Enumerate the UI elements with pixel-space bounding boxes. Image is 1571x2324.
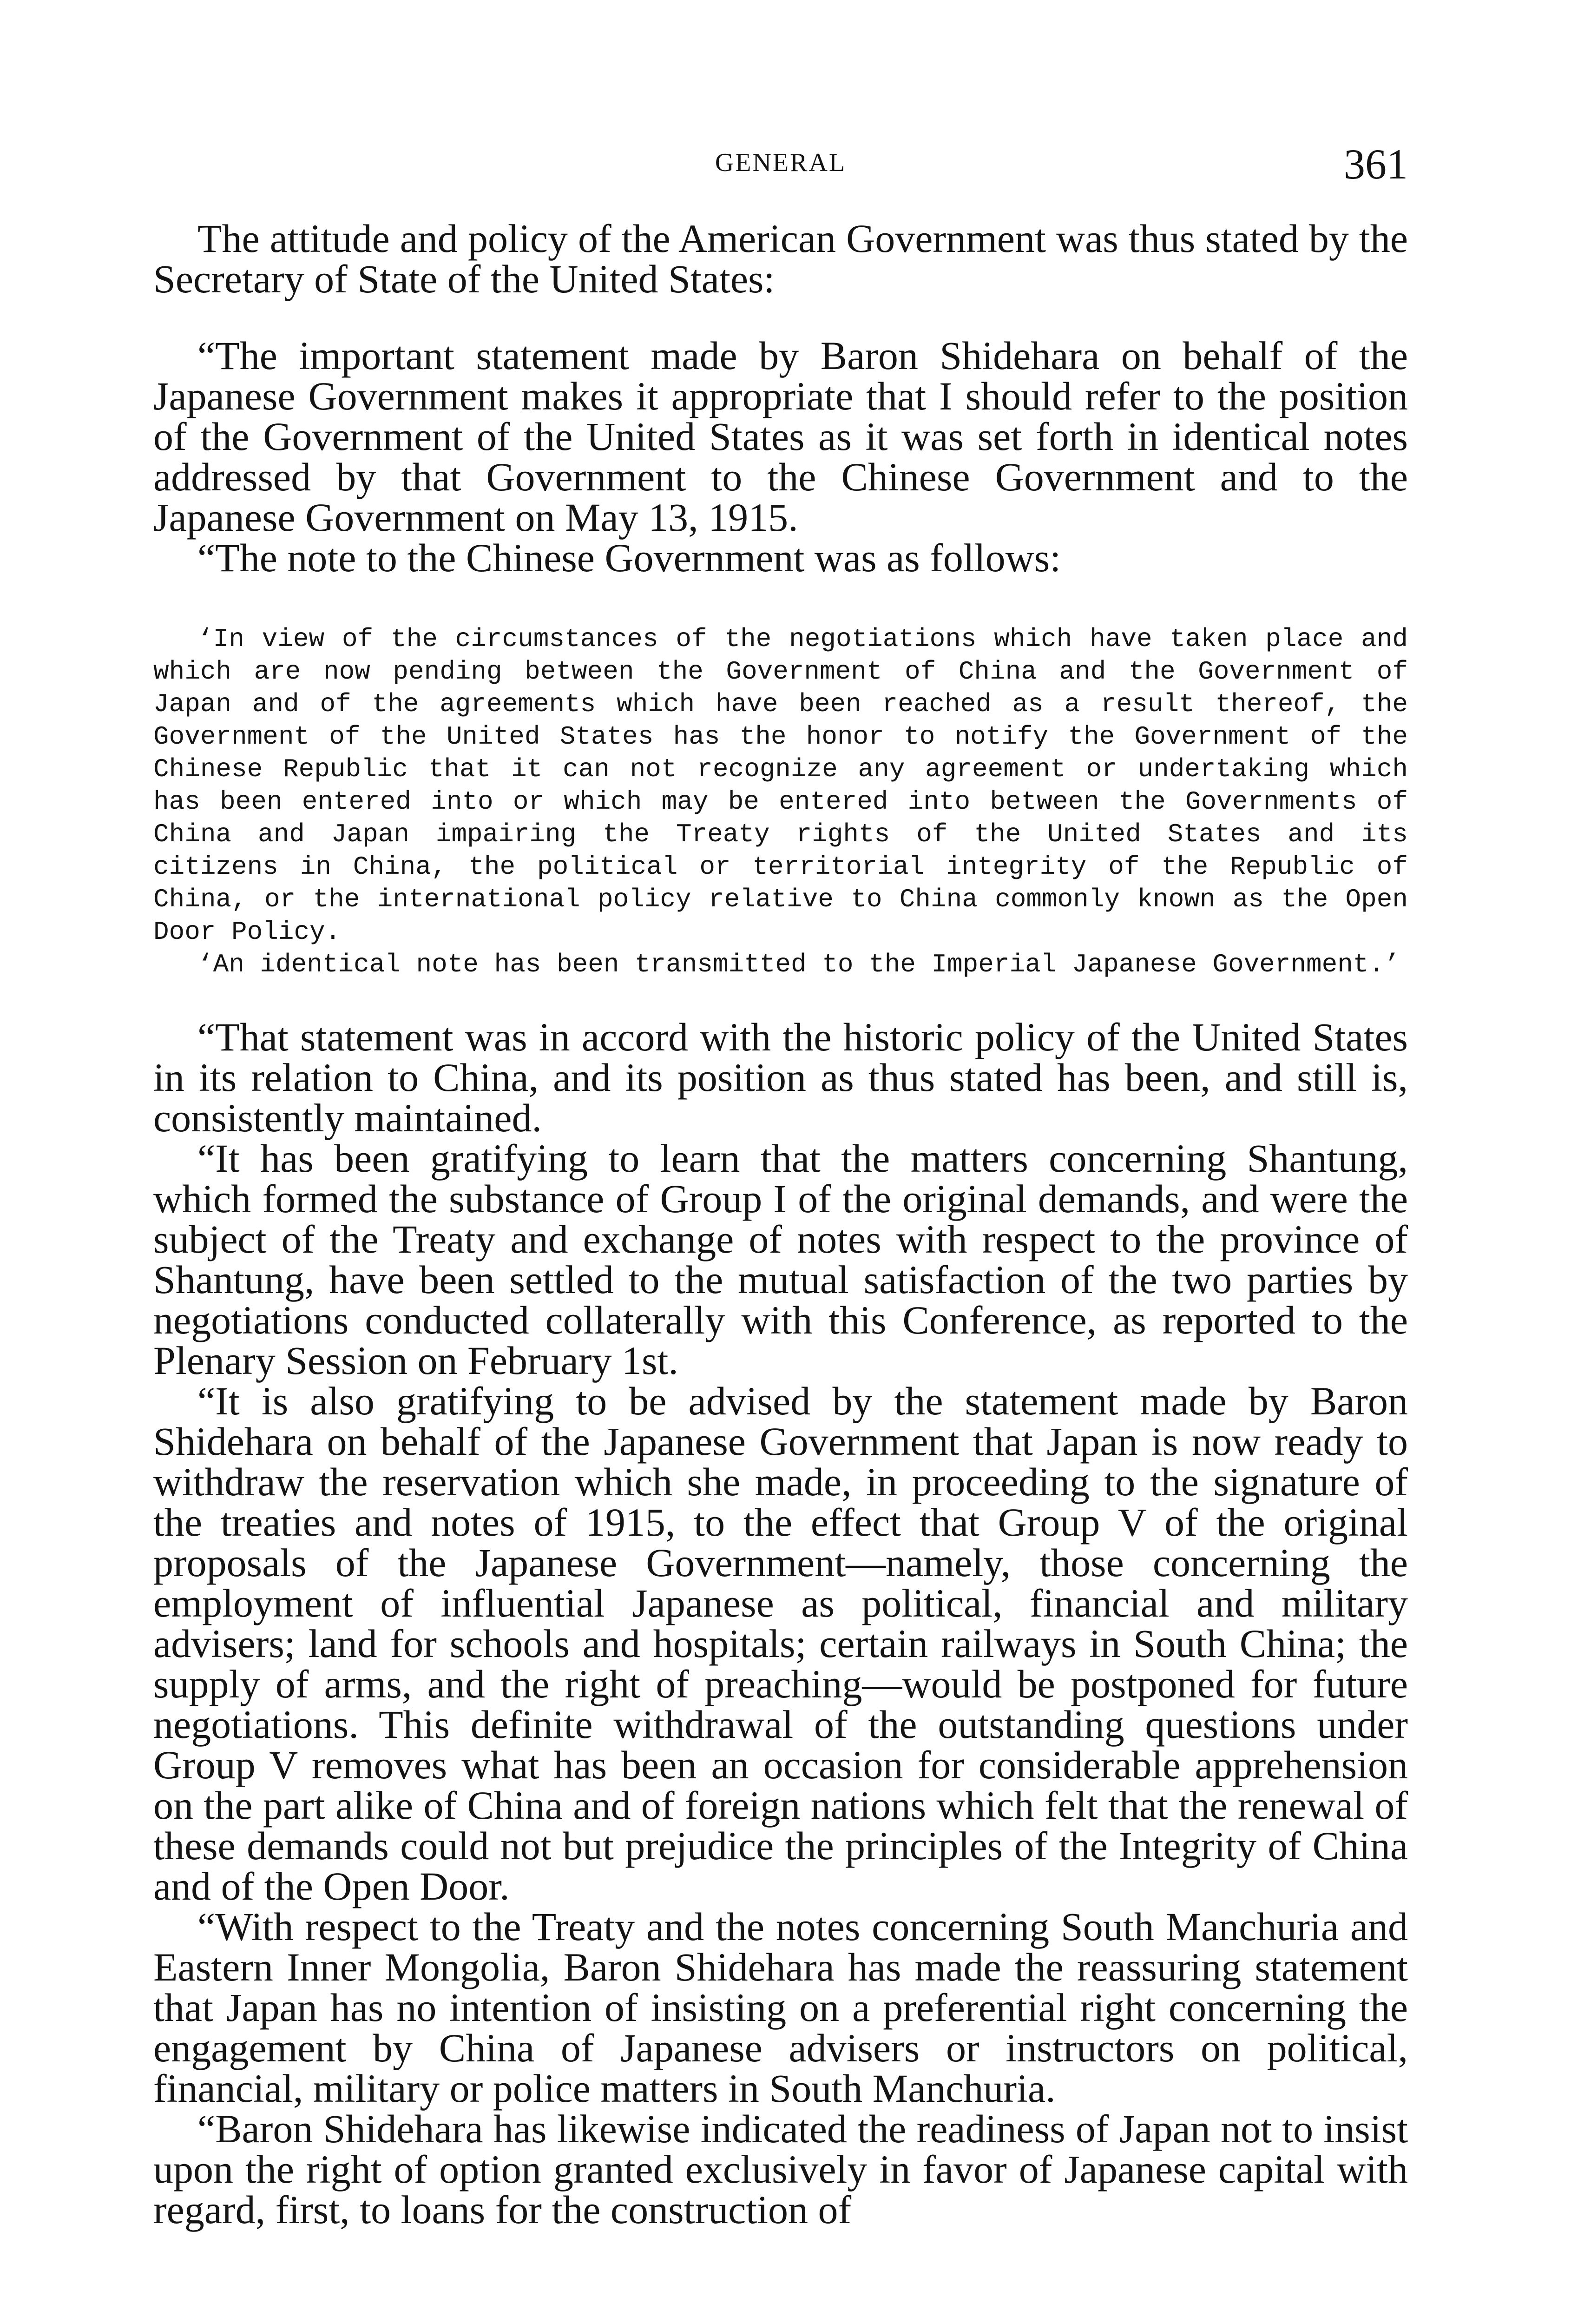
paragraph-4: “That statement was in accord with the historic policy of the United States in its relation to China, and its position as thus stated has been, and still is, consistently maintained. — [153, 1015, 1408, 1140]
page-number: 361 — [1344, 140, 1408, 188]
quoted-note — [153, 623, 1408, 981]
paragraph-5: “It has been gratifying to learn that the matters concerning Shantung, which formed the substance of Group I of the original demands, and were the subject of the Treaty and exchange of notes with respect to the province of Shantung, have been settled to the mutual satisfaction of the two parties by negotiations conducted collaterally with this Conference, as reported to the Plenary Session on February 1st. — [153, 1136, 1408, 1383]
page-header — [153, 139, 1408, 191]
paragraph-7: “With respect to the Treaty and the notes concerning South Manchuria and Eastern Inner Mongolia, Baron Shidehara has made the reassuring statement that Japan has no intention of insisting on a preferential right concerning the engagement by China of Japanese advisers or instructors on political, financial, military or police matters in South Manchuria. — [153, 1904, 1408, 2111]
paragraph-2: “The important statement made by Baron Shidehara on behalf of the Japanese Government makes it appropriate that I should refer to the position of the Government of the United States as it was set forth in identical notes addressed by that Government to the Chinese Government and to the Japanese Government on May 13, 1915. — [153, 333, 1408, 540]
paragraph-1: The attitude and policy of the American Government was thus stated by the Secretary of State of the United States: — [153, 216, 1408, 301]
paragraph-6: “It is also gratifying to be advised by the statement made by Baron Shidehara on behalf of the Japanese Government that Japan is now ready to withdraw the reservation which she made, in proceeding to the signature of the treaties and notes of 1915, to the effect that Group V of the original proposals of the Japanese Government—namely, those concerning the employment of influential Japanese as political, financial and military advisers; land for schools and hospitals; certain railways in South China; the supply of arms, and the right of preaching—would be postponed for future negotiations. This definite withdrawal of the outstanding questions under Group V removes what has been an occasion for considerable apprehension on the part alike of China and of foreign nations which felt that the renewal of these demands could not but prejudice the principles of the Integrity of China and of the Open Door. — [153, 1379, 1408, 1908]
quoted-note-paragraph-2: ‘An identical note has been transmitted to the Imperial Japanese Government.’ — [197, 950, 1400, 979]
paragraph-8: “Baron Shidehara has likewise indicated the readiness of Japan not to insist upon the right of option granted exclusively in favor of Japanese capital with regard, first, to loans for the construction of — [153, 2106, 1408, 2232]
paragraph-3: “The note to the Chinese Government was as follows: — [197, 535, 1061, 580]
quoted-note-paragraph-1: ‘In view of the circumstances of the negotiations which have taken place and which are now pending between the Government of China and the Government of Japan and of the agreements which have been reached as a result thereof, the Government of the United States has the honor to notify the Government of the Chinese Republic that it can not recognize any agreement or undertaking which has been entered into or which may be entered into between the Governments of China and Japan impairing the Treaty rights of the United States and its citizens in China, the political or territorial integrity of the Republic of China, or the international policy relative to China commonly known as the Open Door Policy. — [153, 624, 1408, 947]
body-text — [153, 218, 1408, 2230]
running-head: GENERAL — [715, 148, 847, 177]
